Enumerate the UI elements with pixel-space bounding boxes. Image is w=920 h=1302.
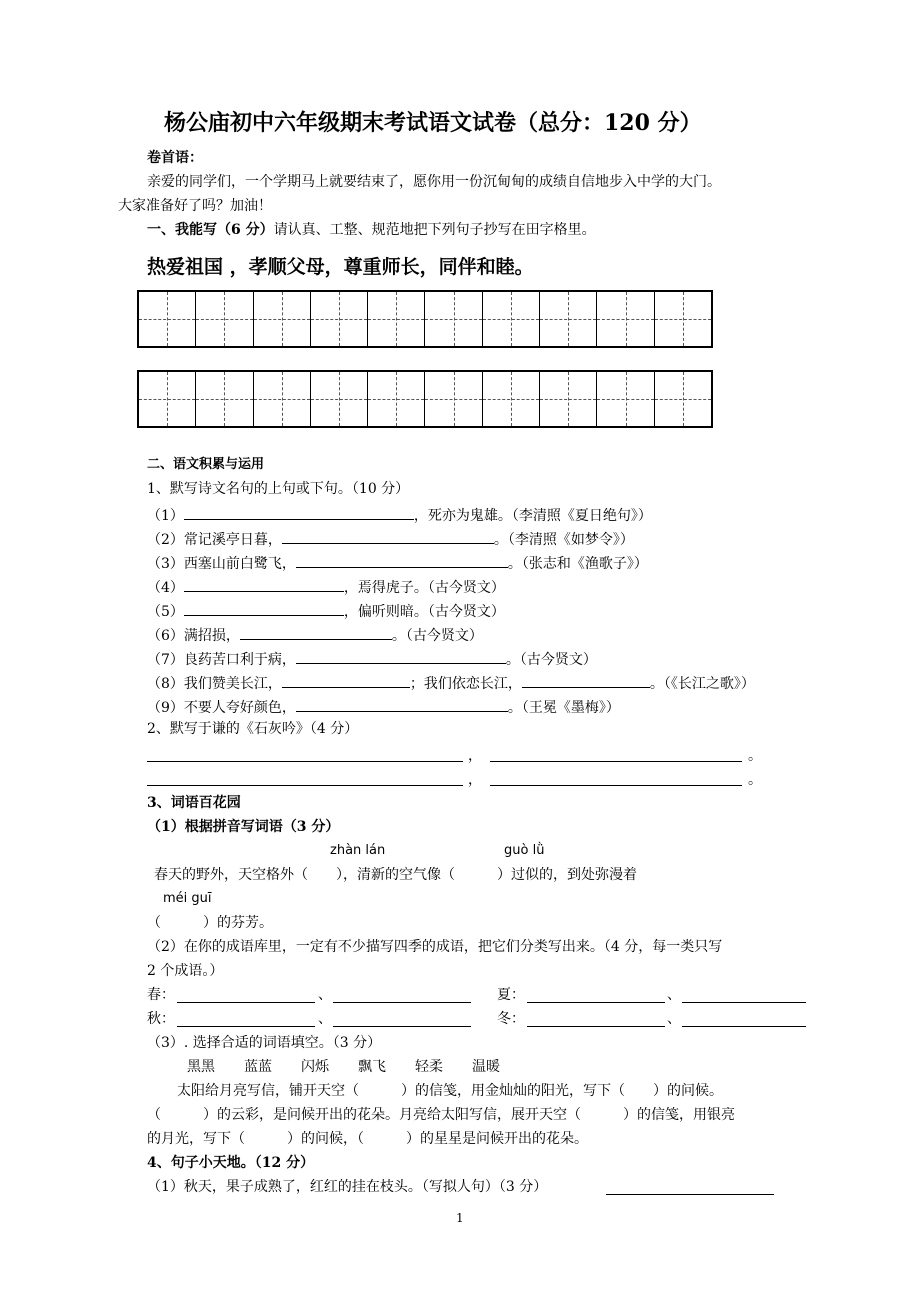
recite-item-5: （5） ，偏听则暗。（古今贤文）	[147, 604, 505, 620]
section1-instruction: 请认真、工整、规范地把下列句子抄写在田字格里。	[273, 222, 596, 238]
word-option: 闪烁	[301, 1059, 329, 1075]
section2-heading: 二、语文积累与运用	[147, 457, 265, 472]
preface-line-1: 亲爱的同学们，一个学期马上就要结束了，愿你用一份沉甸甸的成绩自信地步入中学的大门。	[147, 174, 721, 190]
preface-line-2: 大家准备好了吗？加油！	[118, 198, 272, 214]
answer-blank[interactable]	[606, 1194, 774, 1195]
summer-label: 夏：	[497, 987, 525, 1003]
section2-q2: 2、默写于谦的《石灰吟》（4 分）	[147, 721, 359, 737]
recite-item-1: （1） ，死亦为鬼雄。（李清照《夏日绝句》）	[147, 508, 652, 524]
idiom-blank[interactable]	[333, 1026, 471, 1027]
idiom-blank[interactable]	[527, 1026, 665, 1027]
idiom-blank[interactable]	[177, 1002, 315, 1003]
spring-label: 春：	[147, 987, 175, 1003]
idiom-blank[interactable]	[682, 1026, 806, 1027]
blank[interactable]	[296, 650, 506, 664]
recite-item-4: （4） ，焉得虎子。（古今贤文）	[147, 580, 505, 596]
word-option: 黑黑	[187, 1059, 215, 1075]
dun-mark: 、	[318, 987, 332, 1003]
section1-heading: 一、我能写（6 分）	[147, 222, 274, 238]
idiom-blank[interactable]	[333, 1002, 471, 1003]
recite-item-2: （2）常记溪亭日暮， 。（李清照《如梦令》）	[147, 532, 634, 548]
section4-heading: 4、句子小天地。（12 分）	[147, 1155, 315, 1171]
recite-item-7: （7）良药苦口利于病， 。（古今贤文）	[147, 652, 597, 668]
pinyin-line-1: 春天的野外，天空格外（ ），清新的空气像（ ）过似的，到处弥漫着	[154, 867, 637, 883]
blank[interactable]	[296, 698, 508, 712]
word-bank	[187, 1060, 500, 1074]
preface-label: 卷首语：	[147, 150, 203, 166]
comma: ，	[468, 772, 482, 788]
word-option: 轻柔	[415, 1059, 443, 1075]
idiom-blank[interactable]	[682, 1002, 806, 1003]
section4-q1: （1）秋天，果子成熟了，红红的挂在枝头。（写拟人句）（3 分）	[147, 1179, 548, 1195]
tianzige-grid-1[interactable]	[137, 290, 713, 348]
tianzige-grid-2[interactable]	[137, 370, 713, 428]
recite-item-8: （8）我们赞美长江， ；我们依恋长江， 。（《长江之歌》）	[147, 676, 755, 692]
section3-sub1: （1）根据拼音写词语（3 分）	[147, 819, 340, 835]
fill-paragraph-2: （ ）的云彩，是问候开出的花朵。月亮给太阳写信，展开天空（ ）的信笺，用银亮	[147, 1107, 735, 1123]
fill-paragraph-1: 太阳给月亮写信，铺开天空（ ）的信笺，用金灿灿的阳光，写下（ ）的问候。	[177, 1083, 723, 1099]
winter-label: 冬：	[497, 1011, 525, 1027]
recite-item-6: （6）满招损， 。（古今贤文）	[147, 628, 483, 644]
word-option: 温暖	[472, 1059, 500, 1075]
blank[interactable]	[296, 554, 508, 568]
poem-blank[interactable]	[490, 761, 742, 762]
blank[interactable]	[184, 506, 414, 520]
blank[interactable]	[184, 578, 344, 592]
pinyin-line-2: （ ）的芬芳。	[147, 915, 273, 931]
dun-mark: 、	[667, 1011, 681, 1027]
idiom-blank[interactable]	[177, 1026, 315, 1027]
blank[interactable]	[282, 530, 494, 544]
idiom-blank[interactable]	[527, 1002, 665, 1003]
poem-blank[interactable]	[490, 785, 742, 786]
pinyin-zhanlan: zhàn lán	[330, 843, 386, 858]
copy-sentence: 热爱祖国 ，孝顺父母，尊重师长，同伴和睦。	[147, 256, 534, 278]
autumn-label: 秋：	[147, 1011, 175, 1027]
fill-paragraph-3: 的月光，写下（ ）的问候，（ ）的星星是问候开出的花朵。	[147, 1131, 588, 1147]
recite-item-3: （3）西塞山前白鹭飞， 。（张志和《渔歌子》）	[147, 556, 648, 572]
comma: ，	[468, 748, 482, 764]
dun-mark: 、	[318, 1011, 332, 1027]
section2-q1: 1、默写诗文名句的上句或下句。（10 分）	[147, 481, 410, 497]
word-option: 蓝蓝	[244, 1059, 272, 1075]
page-title: 杨公庙初中六年级期末考试语文试卷（总分：120 分）	[164, 110, 702, 136]
period: 。	[748, 772, 762, 788]
blank[interactable]	[240, 626, 392, 640]
poem-blank[interactable]	[147, 785, 463, 786]
section3-sub2-b: 2 个成语。）	[147, 963, 224, 979]
blank[interactable]	[282, 674, 410, 688]
section1-line	[147, 223, 596, 237]
section3-sub3: （3）. 选择合适的词语填空。（3 分）	[147, 1035, 382, 1051]
poem-blank[interactable]	[147, 761, 463, 762]
word-option: 飘飞	[358, 1059, 386, 1075]
period: 。	[748, 748, 762, 764]
dun-mark: 、	[667, 987, 681, 1003]
section3-heading: 3、词语百花园	[147, 795, 241, 811]
pinyin-meigui: méi guī	[163, 891, 212, 906]
section3-sub2-a: （2）在你的成语库里，一定有不少描写四季的成语，把它们分类写出来。（4 分，每一类只写	[147, 939, 723, 955]
blank[interactable]	[184, 602, 344, 616]
page-number: 1	[456, 1211, 464, 1225]
blank[interactable]	[522, 674, 650, 688]
pinyin-guolv: guò lǜ	[504, 843, 545, 858]
recite-item-9: （9）不要人夸好颜色， 。（王冕《墨梅》）	[147, 700, 620, 716]
